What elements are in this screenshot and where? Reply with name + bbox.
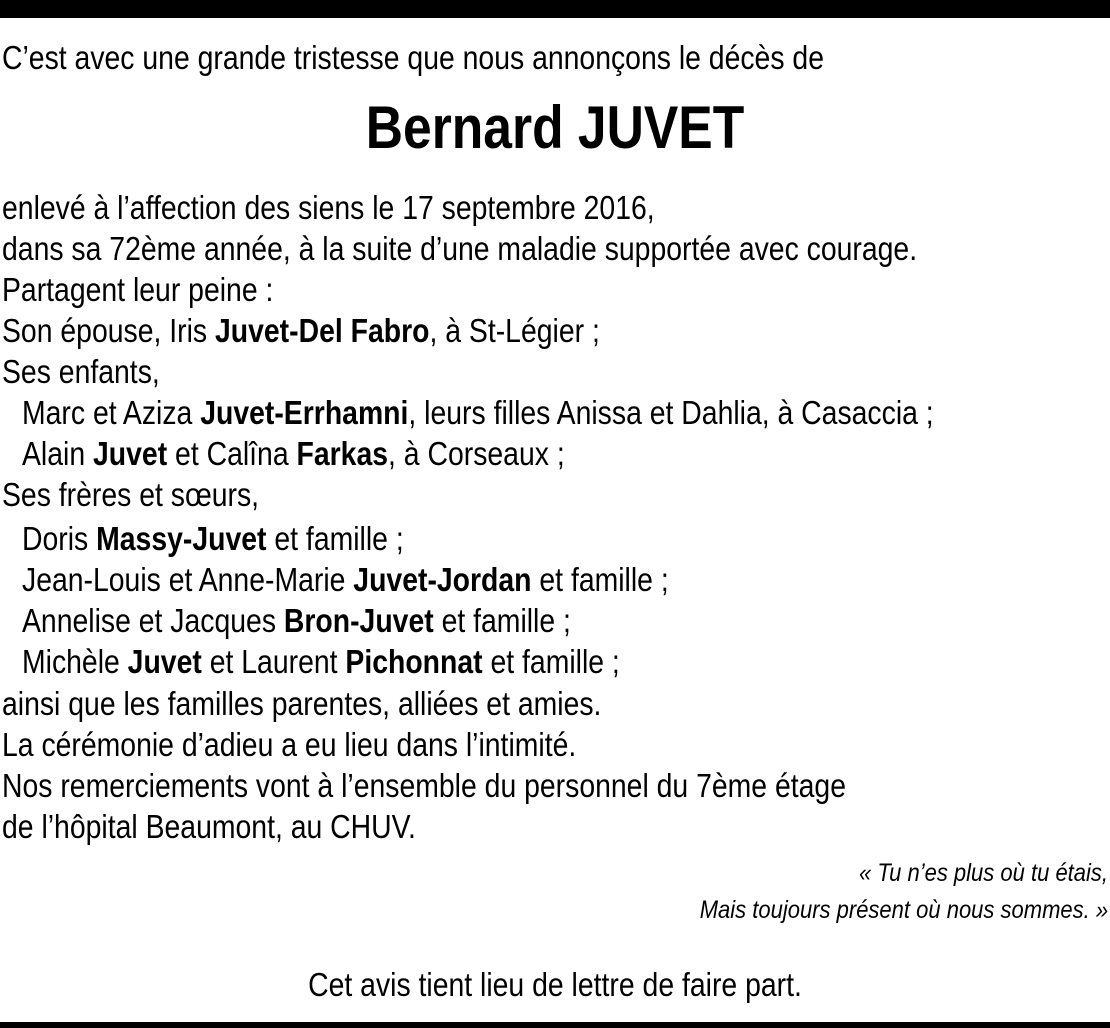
children-heading: Ses enfants, [2,353,160,390]
sibling-4-surname-2: Pichonnat [345,643,483,680]
sibling-1-suffix: et famille ; [266,520,404,557]
sibling-4-prefix: Michèle [22,643,128,680]
ceremony-line: La cérémonie d’adieu a eu lieu dans l’intimité. [2,726,577,763]
sibling-2-prefix: Jean-Louis et Anne-Marie [22,561,354,598]
sibling-4-suffix: et famille ; [482,643,620,680]
age-illness-line: dans sa 72ème année, à la suite d’une maladie supportée avec courage. [2,230,918,267]
sibling-4-surname-1: Juvet [127,643,202,680]
sibling-2-surname: Juvet-Jordan [353,561,532,598]
spouse-surname: Juvet-Del Fabro [214,312,430,349]
sibling-3-suffix: et famille ; [433,602,571,639]
sibling-1-prefix: Doris [22,520,97,557]
child-2-surname-1: Juvet [93,435,168,472]
thanks-line: Nos remerciements vont à l’ensemble du personnel du 7ème étage [2,767,846,804]
sibling-line-2 [22,560,669,600]
deceased-name: Bernard JUVET [365,94,745,161]
quote-line-2: Mais toujours présent où nous sommes. » [699,896,1108,924]
spouse-suffix: , à St-Légier ; [429,312,600,349]
spouse-prefix: Son épouse, Iris [2,312,215,349]
sibling-3-surname: Bron-Juvet [283,602,434,639]
child-1-prefix: Marc et Aziza [22,394,201,431]
child-1-suffix: , leurs filles Anissa et Dahlia, à Casaccia ; [408,394,934,431]
sibling-2-suffix: et famille ; [531,561,669,598]
hospital-line: de l’hôpital Beaumont, au CHUV. [2,808,416,845]
siblings-heading: Ses frères et sœurs, [2,476,260,513]
child-1-surname: Juvet-Errhamni [200,394,409,431]
sibling-line-3 [22,601,571,641]
sibling-4-middle: et Laurent [201,643,346,680]
child-2-surname-2: Farkas [296,435,389,472]
footer-note: Cet avis tient lieu de lettre de faire part. [308,966,802,1003]
top-border-rule [0,0,1110,18]
bottom-border-rule [0,1022,1110,1028]
child-line-1 [22,393,934,433]
child-2-middle: et Calîna [167,435,297,472]
sibling-3-prefix: Annelise et Jacques [22,602,284,639]
sibling-line-4 [22,642,620,682]
families-line: ainsi que les familles parentes, alliées et amies. [2,685,602,722]
spouse-line [2,311,600,351]
quote-line-1: « Tu n’es plus où tu étais, [858,859,1108,887]
sibling-1-surname: Massy-Juvet [96,520,267,557]
announcement-intro: C’est avec une grande tristesse que nous annonçons le décès de [2,39,824,76]
child-2-prefix: Alain [22,435,94,472]
sibling-line-1 [22,519,404,559]
death-date-line: enlevé à l’affection des siens le 17 septembre 2016, [2,189,655,226]
child-2-suffix: , à Corseaux ; [388,435,565,472]
mourners-heading: Partagent leur peine : [2,271,274,308]
child-line-2 [22,434,565,474]
